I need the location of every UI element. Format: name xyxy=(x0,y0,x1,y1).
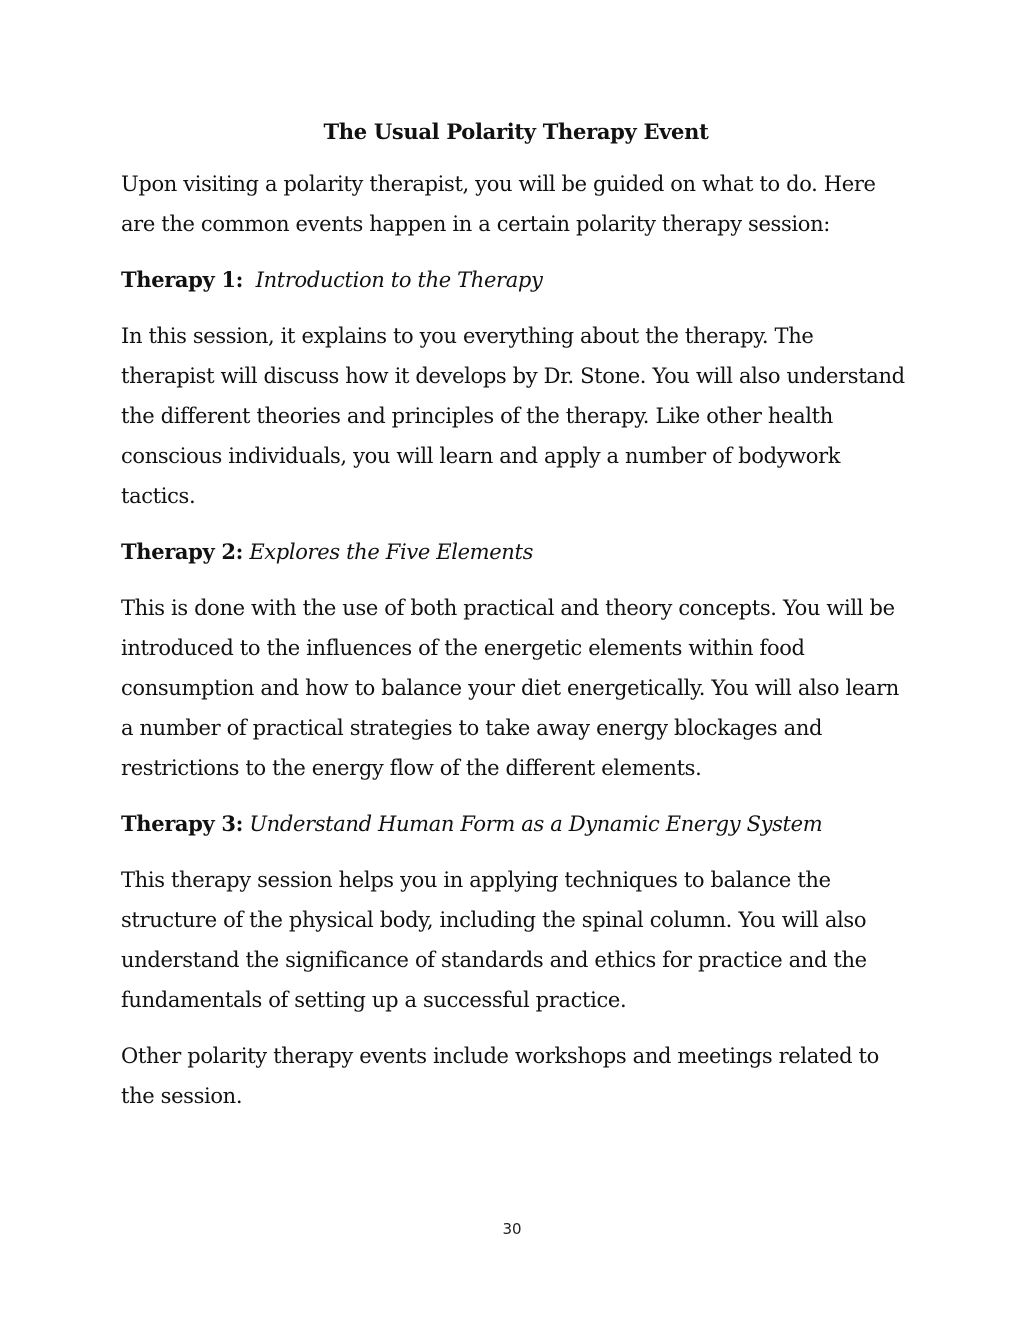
section-heading-therapy-2 xyxy=(121,532,911,572)
section-body-therapy-2: This is done with the use of both practical and theory concepts. You will be introduced to the influences of the energetic elements within food consumption and how to balance your diet energetically. You will also learn a number of practical strategies to take away energy blockages and restrictions to the energy flow of the different elements. xyxy=(121,596,899,780)
section-heading-therapy-1 xyxy=(121,260,911,300)
section-subtitle: Introduction to the Therapy xyxy=(255,268,543,292)
section-subtitle: Explores the Five Elements xyxy=(249,540,533,564)
section-body-therapy-1: In this session, it explains to you everything about the therapy. The therapist will discuss how it develops by Dr. Stone. You will also understand the different theories and principles of the therapy. Like other health conscious individuals, you will learn and apply a number of bodywork tactics. xyxy=(121,324,905,508)
section-label: Therapy 2: xyxy=(121,539,243,564)
section-body-therapy-3: This therapy session helps you in applying techniques to balance the structure of the physical body, including the spinal column. You will also understand the significance of standards and ethics for practice and the fundamentals of setting up a successful practice. xyxy=(121,868,867,1012)
section-label: Therapy 3: xyxy=(121,811,243,836)
section-subtitle: Understand Human Form as a Dynamic Energy System xyxy=(249,812,823,836)
section-label: Therapy 1: xyxy=(121,267,243,292)
document-page xyxy=(121,112,911,1132)
intro-paragraph: Upon visiting a polarity therapist, you will be guided on what to do. Here are the common events happen in a certain polarity therapy session: xyxy=(121,172,876,236)
page-title: The Usual Polarity Therapy Event xyxy=(323,119,709,144)
closing-paragraph: Other polarity therapy events include workshops and meetings related to the session. xyxy=(121,1044,879,1108)
page-number: 30 xyxy=(502,1220,522,1238)
section-heading-therapy-3 xyxy=(121,804,911,844)
